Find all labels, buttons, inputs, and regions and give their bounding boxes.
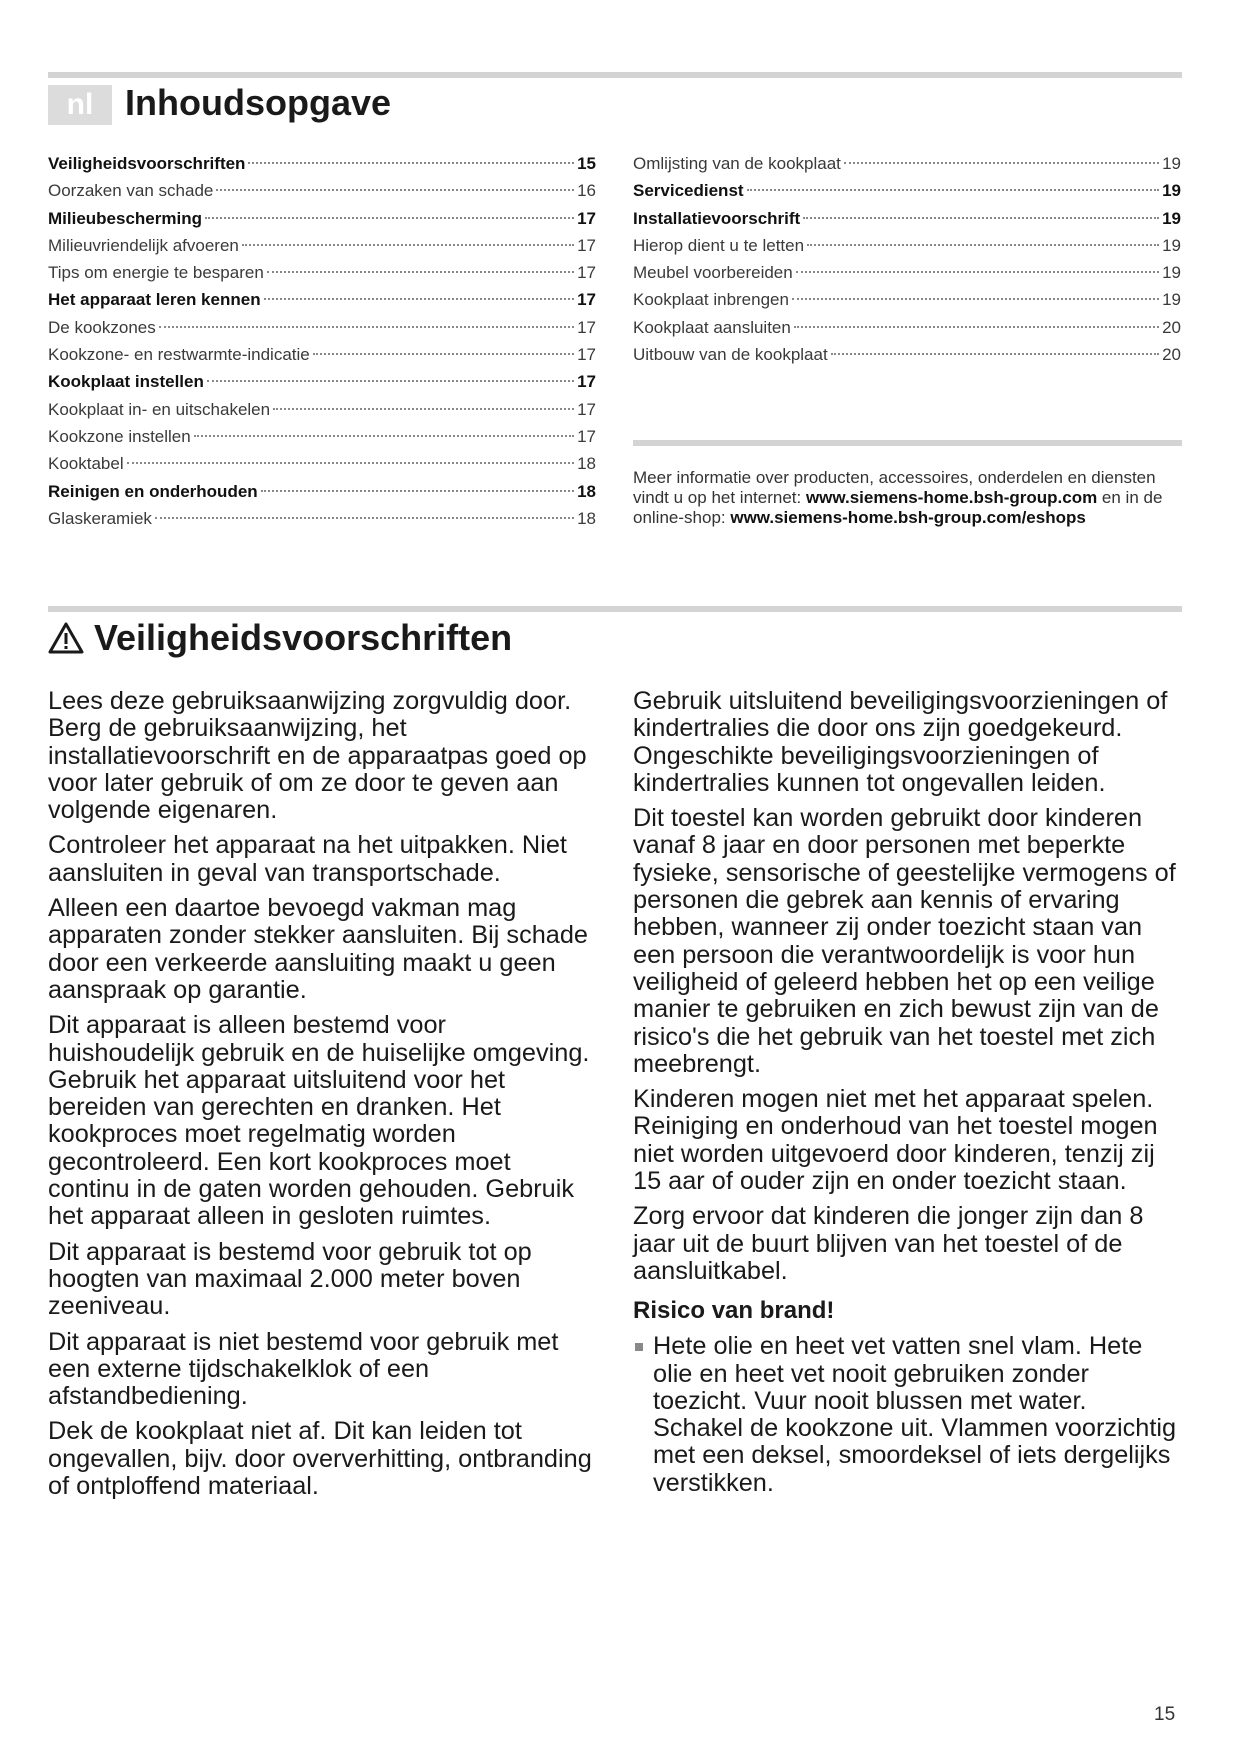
toc-entry-page: 18 <box>577 454 596 474</box>
toc-entry[interactable] <box>48 505 596 532</box>
safety-paragraph: Dek de kookplaat niet af. Dit kan leiden tot ongevallen, bijv. door oververhitting, ontbranding of ontploffend materiaal. <box>48 1417 592 1501</box>
toc-entry-page: 18 <box>577 481 596 501</box>
toc-entry-label: Uitbouw van de kookplaat <box>633 345 828 365</box>
toc-entry-page: 17 <box>577 208 596 228</box>
safety-paragraph: Zorg ervoor dat kinderen die jonger zijn dan 8 jaar uit de buurt blijven van het toestel of de aansluitkabel. <box>633 1202 1144 1285</box>
toc-leader-dots <box>844 162 1159 164</box>
toc-entry-label: Kookplaat in- en uitschakelen <box>48 399 271 419</box>
toc-entry[interactable] <box>633 232 1181 259</box>
toc-entry-label: Oorzaken van schade <box>48 181 214 201</box>
safety-left-column <box>48 688 596 1508</box>
toc-entry-label: Kookplaat inbrengen <box>633 290 789 310</box>
toc-leader-dots <box>313 353 574 355</box>
section-rule <box>48 606 1182 612</box>
toc-entry-label: Kookplaat aansluiten <box>633 317 791 337</box>
toc-leader-dots <box>747 189 1160 191</box>
toc-leader-dots <box>264 298 575 300</box>
toc-entry[interactable] <box>48 232 596 259</box>
toc-entry[interactable] <box>48 314 596 341</box>
toc-leader-dots <box>127 462 574 464</box>
toc-entry[interactable] <box>48 177 596 204</box>
language-badge: nl <box>48 85 112 125</box>
toc-leader-dots <box>159 326 574 328</box>
toc-leader-dots <box>807 244 1159 246</box>
toc-entry-page: 17 <box>577 372 596 392</box>
toc-entry[interactable] <box>633 341 1181 368</box>
toc-entry-page: 16 <box>577 181 596 201</box>
toc-leader-dots <box>831 353 1159 355</box>
toc-entry-page: 17 <box>577 345 596 365</box>
toc-entry[interactable] <box>633 150 1181 177</box>
toc-leader-dots <box>796 271 1159 273</box>
toc-leader-dots <box>155 517 574 519</box>
info-rule <box>633 440 1182 446</box>
safety-title-text: Veiligheidsvoorschriften <box>94 617 513 658</box>
toc-entry-page: 19 <box>1162 263 1181 283</box>
toc-entry-page: 17 <box>577 399 596 419</box>
toc-entry[interactable] <box>48 286 596 313</box>
toc-entry-page: 20 <box>1162 317 1181 337</box>
toc-leader-dots <box>261 490 574 492</box>
toc-entry-page: 19 <box>1162 208 1181 228</box>
toc-entry-label: Glaskeramiek <box>48 508 152 528</box>
toc-leader-dots <box>194 435 574 437</box>
toc-entry-label: Milieuvriendelijk afvoeren <box>48 235 239 255</box>
toc-entry-label: De kookzones <box>48 317 156 337</box>
toc-entry-label: Installatievoorschrift <box>633 208 801 228</box>
toc-entry-label: Kookzone instellen <box>48 426 191 446</box>
info-text: Meer informatie over producten, accessoires, onderdelen en diensten vindt u op het internet: www.siemens-home.bsh-group.com en in de online-shop: www.siemens-home.bsh-group.com/eshops <box>633 468 1163 527</box>
toc-leader-dots <box>273 408 574 410</box>
safety-paragraph: Gebruik uitsluitend beveiligingsvoorzieningen of kindertralies die door ons zijn goedgekeurd. Ongeschikte beveiligingsvoorzieningen of kindertralies kunnen tot ongevallen leiden. <box>633 687 1168 797</box>
toc-entry-label: Servicedienst <box>633 181 744 201</box>
toc-entry[interactable] <box>48 450 596 477</box>
toc-entry[interactable] <box>48 205 596 232</box>
toc-entry-page: 17 <box>577 290 596 310</box>
toc-entry[interactable] <box>48 368 596 395</box>
safety-paragraph: Dit apparaat is alleen bestemd voor huishoudelijk gebruik en de huiselijke omgeving. Gebruik het apparaat uitsluitend voor het bereiden van gerechten en dranken. Het kookproces moet regelmatig worden gecontroleerd. Een kort kookproces moet continu in de gaten worden gehouden. Gebruik het apparaat alleen in gesloten ruimtes. <box>48 1011 590 1231</box>
toc-entry-label: Kookzone- en restwarmte-indicatie <box>48 345 310 365</box>
toc-leader-dots <box>248 162 574 164</box>
toc-entry[interactable] <box>633 314 1181 341</box>
toc-entry-page: 19 <box>1162 181 1181 201</box>
toc-leader-dots <box>794 326 1159 328</box>
eshop-link[interactable]: www.siemens-home.bsh-group.com/eshops <box>730 508 1086 527</box>
toc-entry[interactable] <box>633 177 1181 204</box>
toc-leader-dots <box>242 244 574 246</box>
toc-entry[interactable] <box>48 478 596 505</box>
warning-icon <box>48 621 84 655</box>
toc-right-column <box>633 150 1181 368</box>
toc-leader-dots <box>792 298 1159 300</box>
toc-entry-page: 17 <box>577 317 596 337</box>
toc-entry-page: 15 <box>577 154 596 173</box>
safety-paragraph: Controleer het apparaat na het uitpakken. Niet aansluiten in geval van transportschade. <box>48 831 567 887</box>
toc-entry-page: 17 <box>577 263 596 283</box>
toc-entry-page: 19 <box>1162 235 1181 255</box>
safety-title <box>48 615 512 661</box>
toc-entry[interactable] <box>633 205 1181 232</box>
toc-leader-dots <box>207 380 574 382</box>
toc-entry-page: 18 <box>577 508 596 528</box>
toc-leader-dots <box>205 217 574 219</box>
toc-entry-label: Tips om energie te besparen <box>48 263 264 283</box>
page-number: 15 <box>1154 1704 1176 1725</box>
toc-entry-label: Kooktabel <box>48 454 124 474</box>
toc-entry-label: Hierop dient u te letten <box>633 235 805 255</box>
toc-entry-page: 19 <box>1162 290 1181 310</box>
toc-entry-label: Meubel voorbereiden <box>633 263 793 283</box>
website-link[interactable]: www.siemens-home.bsh-group.com <box>805 488 1098 507</box>
toc-title: Inhoudsopgave <box>125 82 392 123</box>
fire-risk-text: Hete olie en heet vet vatten snel vlam. Hete olie en heet vet nooit gebruiken zonder toezicht. Vuur nooit blussen met water. Schakel de kookzone uit. Vlammen voorzichtig met een deksel, smoordeksel of iets dergelijks verstikken. <box>653 1332 1177 1497</box>
toc-entry-label: Omlijsting van de kookplaat <box>633 154 841 173</box>
safety-paragraph: Dit apparaat is niet bestemd voor gebruik met een externe tijdschakelklok of een afstandbediening. <box>48 1327 559 1411</box>
toc-entry[interactable] <box>48 423 596 450</box>
toc-left-column <box>48 150 596 532</box>
toc-entry-page: 20 <box>1162 345 1181 365</box>
toc-entry-label: Kookplaat instellen <box>48 372 204 392</box>
toc-entry-label: Het apparaat leren kennen <box>48 290 261 310</box>
safety-paragraph: Dit apparaat is bestemd voor gebruik tot op hoogten van maximaal 2.000 meter boven zeeniveau. <box>48 1237 532 1321</box>
toc-leader-dots <box>216 189 574 191</box>
toc-leader-dots <box>267 271 574 273</box>
toc-entry-page: 17 <box>577 426 596 446</box>
toc-entry[interactable] <box>48 259 596 286</box>
toc-leader-dots <box>803 217 1159 219</box>
safety-paragraph: Alleen een daartoe bevoegd vakman mag apparaten zonder stekker aansluiten. Bij schade door een verkeerde aansluiting maakt u geen aanspraak op garantie. <box>48 894 589 1004</box>
toc-entry-label: Veiligheidsvoorschriften <box>48 154 246 173</box>
bullet-square-icon <box>635 1343 643 1351</box>
top-rule <box>48 72 1182 78</box>
toc-entry-label: Milieubescherming <box>48 208 202 228</box>
toc-entry-page: 19 <box>1162 154 1181 173</box>
toc-entry[interactable] <box>48 150 596 177</box>
safety-paragraph: Dit toestel kan worden gebruikt door kinderen vanaf 8 jaar en door personen met beperkte fysieke, sensorische of geestelijke vermogens of personen die gebrek aan kennis of ervaring hebben, wanneer zij onder toezicht staan van een persoon die verantwoordelijk is voor hun veiligheid of geleerd hebben het op een veilige manier te gebruiken en zich bewust zijn van de risico's die het gebruik van het toestel met zich meebrengt. <box>633 804 1176 1078</box>
toc-entry[interactable] <box>48 396 596 423</box>
fire-risk-bullet <box>633 1333 1181 1497</box>
fire-risk-heading: Risico van brand! <box>633 1297 835 1325</box>
safety-right-column <box>633 688 1181 1497</box>
toc-entry[interactable] <box>48 341 596 368</box>
safety-paragraph: Kinderen mogen niet met het apparaat spelen. Reiniging en onderhoud van het toestel mogen niet worden uitgevoerd door kinderen, tenzij zij 15 aar of ouder zijn en onder toezicht staan. <box>633 1085 1158 1196</box>
toc-entry[interactable] <box>633 259 1181 286</box>
safety-paragraph: Lees deze gebruiksaanwijzing zorgvuldig door. Berg de gebruiksaanwijzing, het installatievoorschrift en de apparaatpas goed op voor later gebruik of om ze door te geven aan volgende eigenaren. <box>48 687 587 825</box>
toc-entry[interactable] <box>633 286 1181 313</box>
toc-entry-page: 17 <box>577 235 596 255</box>
toc-entry-label: Reinigen en onderhouden <box>48 481 258 501</box>
